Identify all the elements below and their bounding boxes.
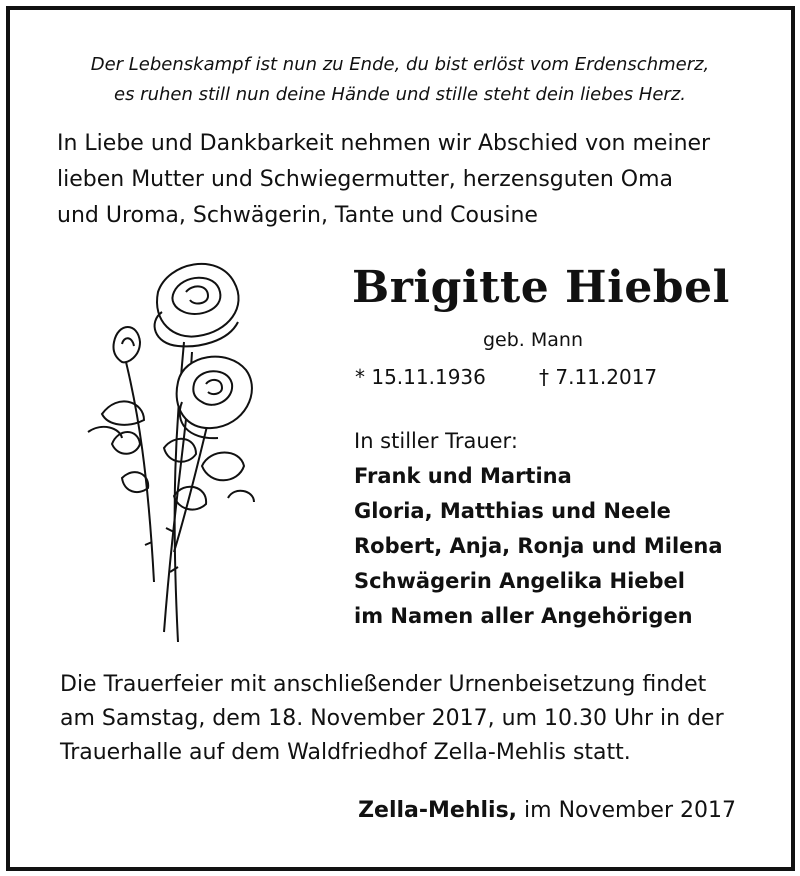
rose-illustration-icon (78, 252, 258, 652)
mourner-name: Frank und Martina (354, 464, 572, 488)
intro-line: In Liebe und Dankbarkeit nehmen wir Abschied von meiner (57, 131, 711, 156)
mourners-block (354, 424, 723, 634)
mourner-name: Schwägerin Angelika Hiebel (354, 569, 685, 593)
maiden-name: geb. Mann (483, 329, 584, 351)
life-dates (355, 365, 658, 389)
closing-date: im November 2017 (524, 798, 736, 823)
service-line: Trauerhalle auf dem Waldfriedhof Zella-Mehlis statt. (60, 740, 631, 765)
mourner-name: Gloria, Matthias und Neele (354, 499, 671, 523)
mourning-heading: In stiller Trauer: (354, 429, 518, 453)
intro-line: lieben Mutter und Schwiegermutter, herzensguten Oma (57, 167, 674, 192)
closing-place: Zella-Mehlis, (358, 798, 518, 823)
service-line: am Samstag, dem 18. November 2017, um 10.30 Uhr in der (60, 706, 724, 731)
mourner-name: im Namen aller Angehörigen (354, 604, 693, 628)
intro-text (57, 126, 710, 234)
death-date: † 7.11.2017 (539, 365, 658, 389)
poem-line: es ruhen still nun deine Hände und stille steht dein liebes Herz. (114, 84, 686, 105)
deceased-name: Brigitte Hiebel (352, 262, 730, 313)
service-line: Die Trauerfeier mit anschließender Urnenbeisetzung findet (60, 672, 707, 697)
service-info (60, 668, 724, 770)
mourner-name: Robert, Anja, Ronja und Milena (354, 534, 723, 558)
poem-line: Der Lebenskampf ist nun zu Ende, du bist erlöst vom Erdenschmerz, (90, 54, 710, 75)
birth-date: * 15.11.1936 (355, 365, 486, 389)
poem (0, 50, 800, 110)
closing-line (358, 798, 736, 823)
intro-line: und Uroma, Schwägerin, Tante und Cousine (57, 203, 538, 228)
